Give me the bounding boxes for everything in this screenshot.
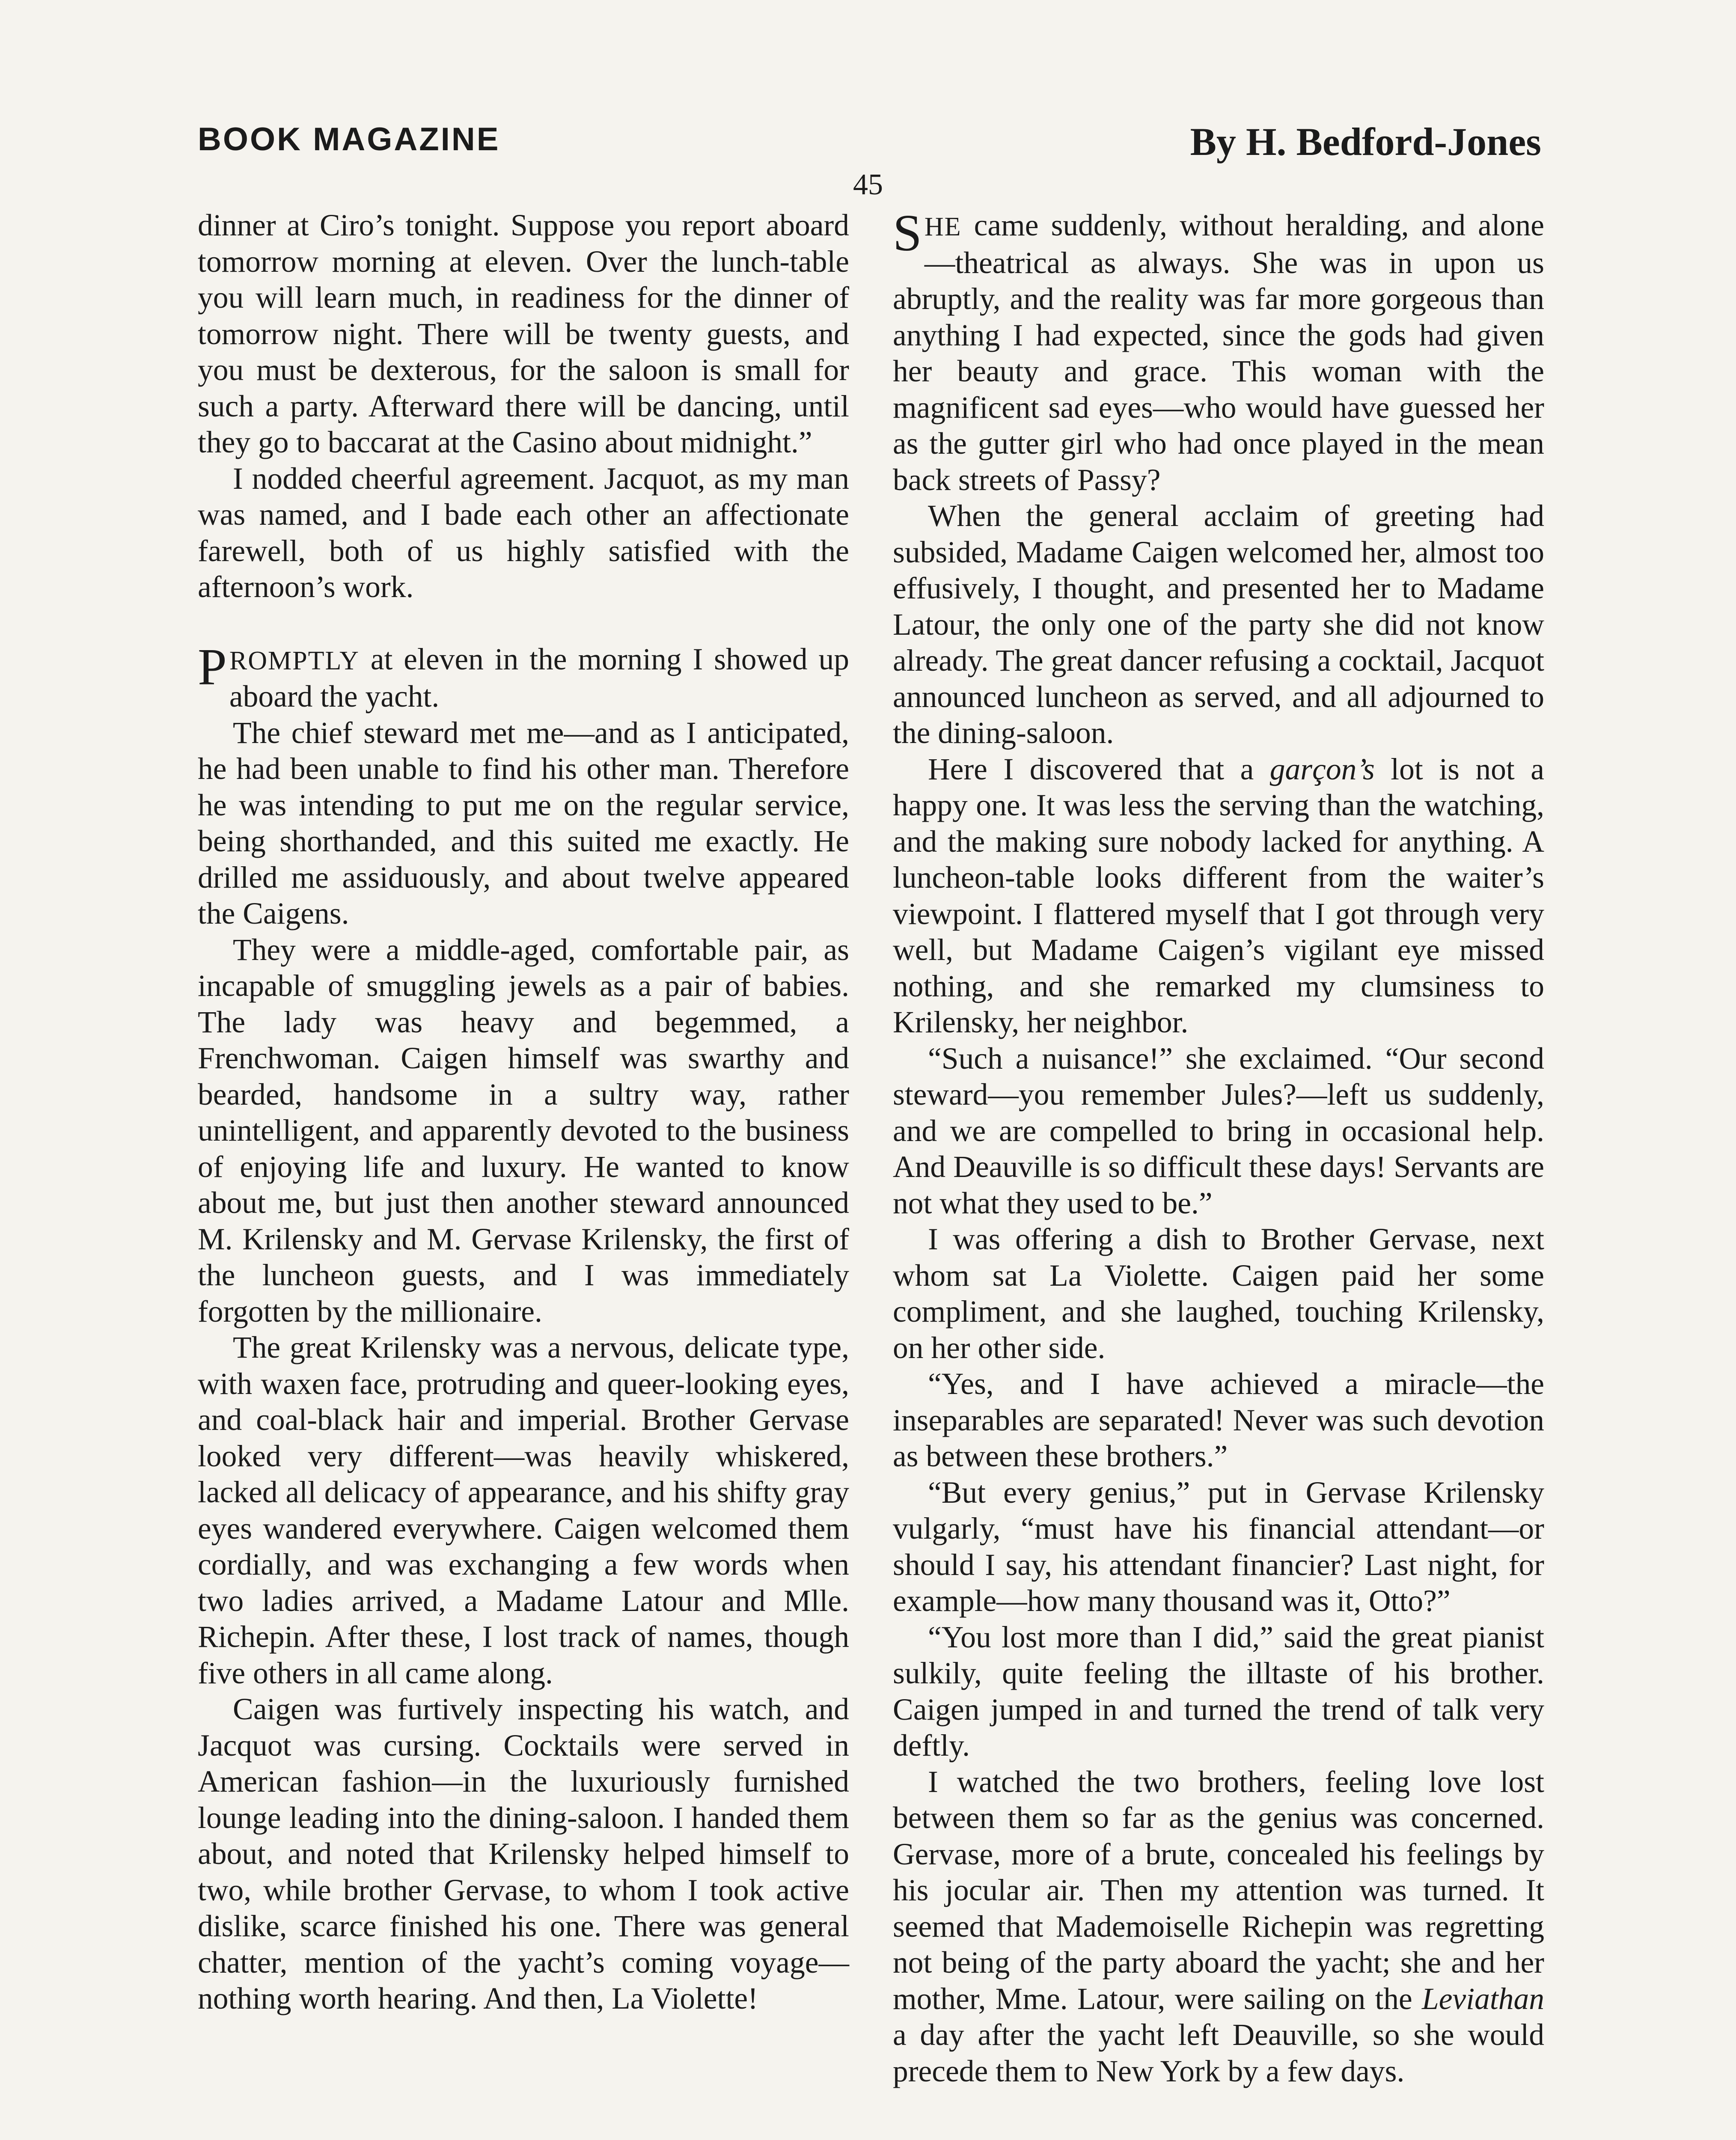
page-number: 45: [853, 168, 883, 201]
paragraph: “But every genius,” put in Gervase Krilensky vulgarly, “must have his financial attendant—or should I say, his attendant financier? Last night, for example—how many thousand was it, Otto?”: [893, 1475, 1544, 1618]
italic-word: garçon’s: [1269, 752, 1375, 786]
paragraph: “Such a nuisance!” she exclaimed. “Our second steward—you remember Jules?—left us suddenly, and we are compelled to bring in occasional help. And Deauville is so difficult these days! Servants are not what they used to be.”: [893, 1041, 1544, 1220]
small-caps-lead: ROMPTLY: [229, 646, 360, 675]
paragraph: I nodded cheerful agreement. Jacquot, as my man was named, and I bade each other an affectionate farewell, both of us highly satisfied with the afternoon’s work.: [198, 461, 849, 604]
paragraph: The chief steward met me—and as I anticipated, he had been unable to find his other man. Therefore he was intending to put me on the regular service, being shorthanded, and this suited me exactly. He drilled me assiduously, and about twelve appeared the Caigens.: [198, 716, 849, 930]
paragraph: [893, 752, 1544, 1041]
paragraph: [893, 1764, 1544, 2090]
section-start-paragraph: [198, 638, 849, 715]
running-head: [198, 121, 1541, 168]
paragraph: When the general acclaim of greeting had subsided, Madame Caigen welcomed her, almost too effusively, I thought, and presented her to Madame Latour, the only one of the party she did not know already. The great dancer refusing a cocktail, Jacquot announced luncheon as served, and all adjourned to the dining-saloon.: [893, 499, 1544, 750]
paragraph: “You lost more than I did,” said the great pianist sulkily, quite feeling the illtaste of his brother. Caigen jumped in and turned the trend of talk very deftly.: [893, 1620, 1544, 1763]
italic-ship-name: Leviathan: [1422, 1982, 1544, 2016]
paragraph-text: at eleven in the morning I showed up aboard the yacht.: [229, 642, 849, 713]
section-start-paragraph: [893, 204, 1544, 498]
paragraph-text: I watched the two brothers, feeling love lost between them so far as the genius was concerned. Gervase, more of a brute, concealed his feelings by his jocular air. Then my attention was turned. It seemed that Mademoiselle Richepin was regretting not being of the party aboard the yacht; she and her mother, Mme. Latour, were sailing on the: [893, 1765, 1544, 2016]
paragraph: The great Krilensky was a nervous, delicate type, with waxen face, protruding and queer-looking eyes, and coal-black hair and imperial. Brother Gervase looked very different—was heavily whiskered, lacked all delicacy of appearance, and his shifty gray eyes wandered everywhere. Caigen welcomed them cordially, and was exchanging a few words when two ladies arrived, a Madame Latour and Mlle. Richepin. After these, I lost track of names, though five others in all came along.: [198, 1331, 849, 1690]
left-column: [198, 208, 849, 2017]
paragraph-text: Here I discovered that a: [928, 752, 1270, 786]
drop-cap: S: [893, 204, 922, 262]
small-caps-lead: HE: [924, 212, 962, 241]
paragraph: They were a middle-aged, comfortable pair, as incapable of smuggling jewels as a pair of babies. The lady was heavy and begemmed, a Frenchwoman. Caigen himself was swarthy and bearded, handsome in a sultry way, rather unintelligent, and apparently devoted to the business of enjoying life and luxury. He wanted to know about me, but just then another steward announced M. Krilensky and M. Gervase Krilensky, the first of the luncheon guests, and I was immediately forgotten by the millionaire.: [198, 933, 849, 1329]
paragraph: “Yes, and I have achieved a miracle—the inseparables are separated! Never was such devotion as between these brothers.”: [893, 1367, 1544, 1473]
right-column: [893, 204, 1544, 2089]
paragraph-text: lot is not a happy one. It was less the serving than the watching, and the making sure nobody lacked for anything. A luncheon-table looks different from the waiter’s viewpoint. I flattered myself that I got through very well, but Madame Caigen’s vigilant eye missed nothing, and she remarked my clumsiness to Krilensky, her neighbor.: [893, 752, 1544, 1039]
paragraph-text: came suddenly, without heralding, and alone—theatrical as always. She was in upon us abruptly, and the reality was far more gorgeous than anything I had expected, since the gods had given her beauty and grace. This woman with the magnificent sad eyes—who would have guessed her as the gutter girl who had once played in the mean back streets of Passy?: [893, 208, 1544, 497]
paragraph: dinner at Ciro’s tonight. Suppose you report aboard tomorrow morning at eleven. Over the lunch-table you will learn much, in readiness for the dinner of tomorrow night. There will be twenty guests, and you must be dexterous, for the saloon is small for such a party. Afterward there will be dancing, until they go to baccarat at the Casino about midnight.”: [198, 208, 849, 459]
drop-cap: P: [198, 638, 227, 696]
paragraph: Caigen was furtively inspecting his watch, and Jacquot was cursing. Cocktails were served in American fashion—in the luxuriously furnished lounge leading into the dining-saloon. I handed them about, and noted that Krilensky helped himself to two, while brother Gervase, to whom I took active dislike, scarce finished his one. There was general chatter, mention of the yacht’s coming voyage—nothing worth hearing. And then, La Violette!: [198, 1692, 849, 2015]
paragraph-text: a day after the yacht left Deauville, so she would precede them to New York by a few days.: [893, 2018, 1544, 2088]
paragraph: I was offering a dish to Brother Gervase, next whom sat La Violette. Caigen paid her some compliment, and she laughed, touching Krilensky, on her other side.: [893, 1222, 1544, 1365]
author-byline: By H. Bedford-Jones: [1190, 120, 1541, 163]
magazine-title: BOOK MAGAZINE: [198, 121, 500, 158]
